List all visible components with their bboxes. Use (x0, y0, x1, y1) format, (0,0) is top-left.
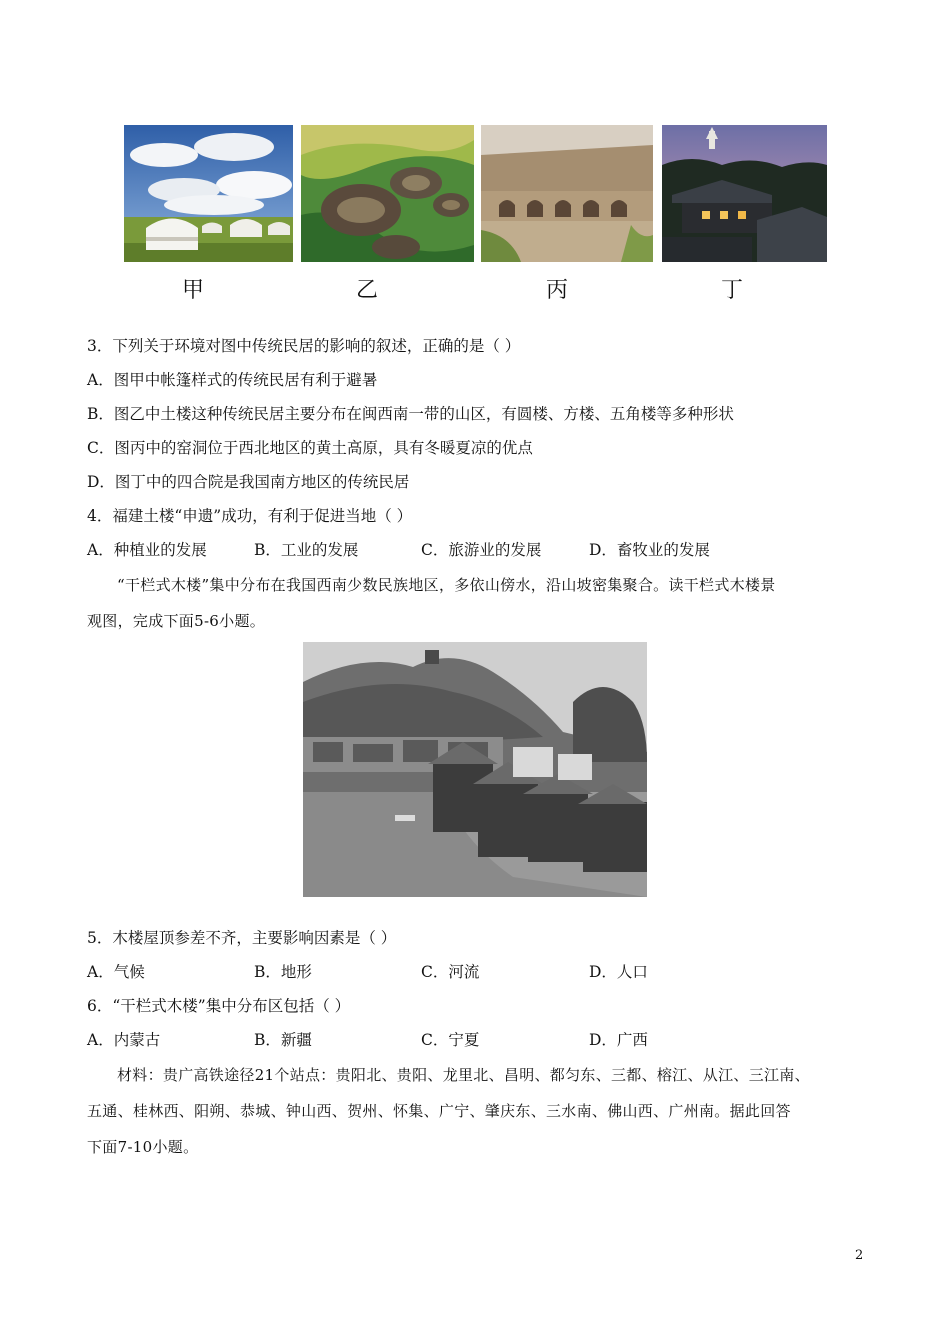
question-3-option-c: C．图丙中的窑洞位于西北地区的黄土高原，具有冬暖夏凉的优点 (87, 439, 533, 457)
question-5-stem: 5．木楼屋顶参差不齐，主要影响因素是（ ） (87, 929, 397, 947)
caption-yi: 乙 (356, 278, 379, 303)
passage-ganlan-line-2: 观图，完成下面5-6小题。 (87, 612, 266, 630)
photo-siheyuan (662, 125, 827, 262)
question-6-stem: 6．“干栏式木楼”集中分布区包括（ ） (87, 997, 351, 1015)
question-5-option-d: D．人口 (589, 963, 648, 981)
question-3-option-b: B．图乙中土楼这种传统民居主要分布在闽西南一带的山区，有圆楼、方楼、五角楼等多种形状 (87, 405, 734, 423)
question-4-stem: 4．福建土楼“申遗”成功，有利于促进当地（ ） (87, 507, 413, 525)
passage-ganlan-line-1: “干栏式木楼”集中分布在我国西南少数民族地区，多依山傍水，沿山坡密集聚合。读干栏式木楼景 (117, 576, 776, 594)
caption-jia: 甲 (182, 278, 205, 303)
question-5-option-b: B．地形 (254, 963, 312, 981)
question-3-option-a: A．图甲中帐篷样式的传统民居有利于避暑 (87, 371, 378, 389)
caption-bing: 丙 (546, 278, 569, 303)
question-6-option-d: D．广西 (589, 1031, 648, 1049)
question-3-stem: 3．下列关于环境对图中传统民居的影响的叙述，正确的是（ ） (87, 337, 521, 355)
photo-ganlan-wooden-buildings (303, 642, 647, 897)
question-4-option-c: C．旅游业的发展 (421, 541, 542, 559)
question-5-option-a: A．气候 (87, 963, 145, 981)
question-4-option-b: B．工业的发展 (254, 541, 359, 559)
question-5-option-c: C．河流 (421, 963, 480, 981)
question-6-option-b: B．新疆 (254, 1031, 312, 1049)
photo-cave-dwellings (481, 125, 653, 262)
passage-railway-line-2: 五通、桂林西、阳朔、恭城、钟山西、贺州、怀集、广宁、肇庆东、三水南、佛山西、广州南。据此回答 (87, 1102, 791, 1120)
question-4-option-a: A．种植业的发展 (87, 541, 207, 559)
photo-yurts (124, 125, 293, 262)
passage-railway-line-3: 下面7-10小题。 (87, 1138, 199, 1156)
question-4-option-d: D．畜牧业的发展 (589, 541, 710, 559)
passage-railway-line-1: 材料：贵广高铁途径21个站点：贵阳北、贵阳、龙里北、昌明、都匀东、三都、榕江、从江、三江南、 (117, 1066, 810, 1084)
question-6-option-c: C．宁夏 (421, 1031, 480, 1049)
page-number: 2 (855, 1248, 864, 1263)
caption-ding: 丁 (721, 278, 744, 303)
question-6-option-a: A．内蒙古 (87, 1031, 161, 1049)
question-3-option-d: D．图丁中的四合院是我国南方地区的传统民居 (87, 473, 410, 491)
photo-tulou (301, 125, 474, 262)
